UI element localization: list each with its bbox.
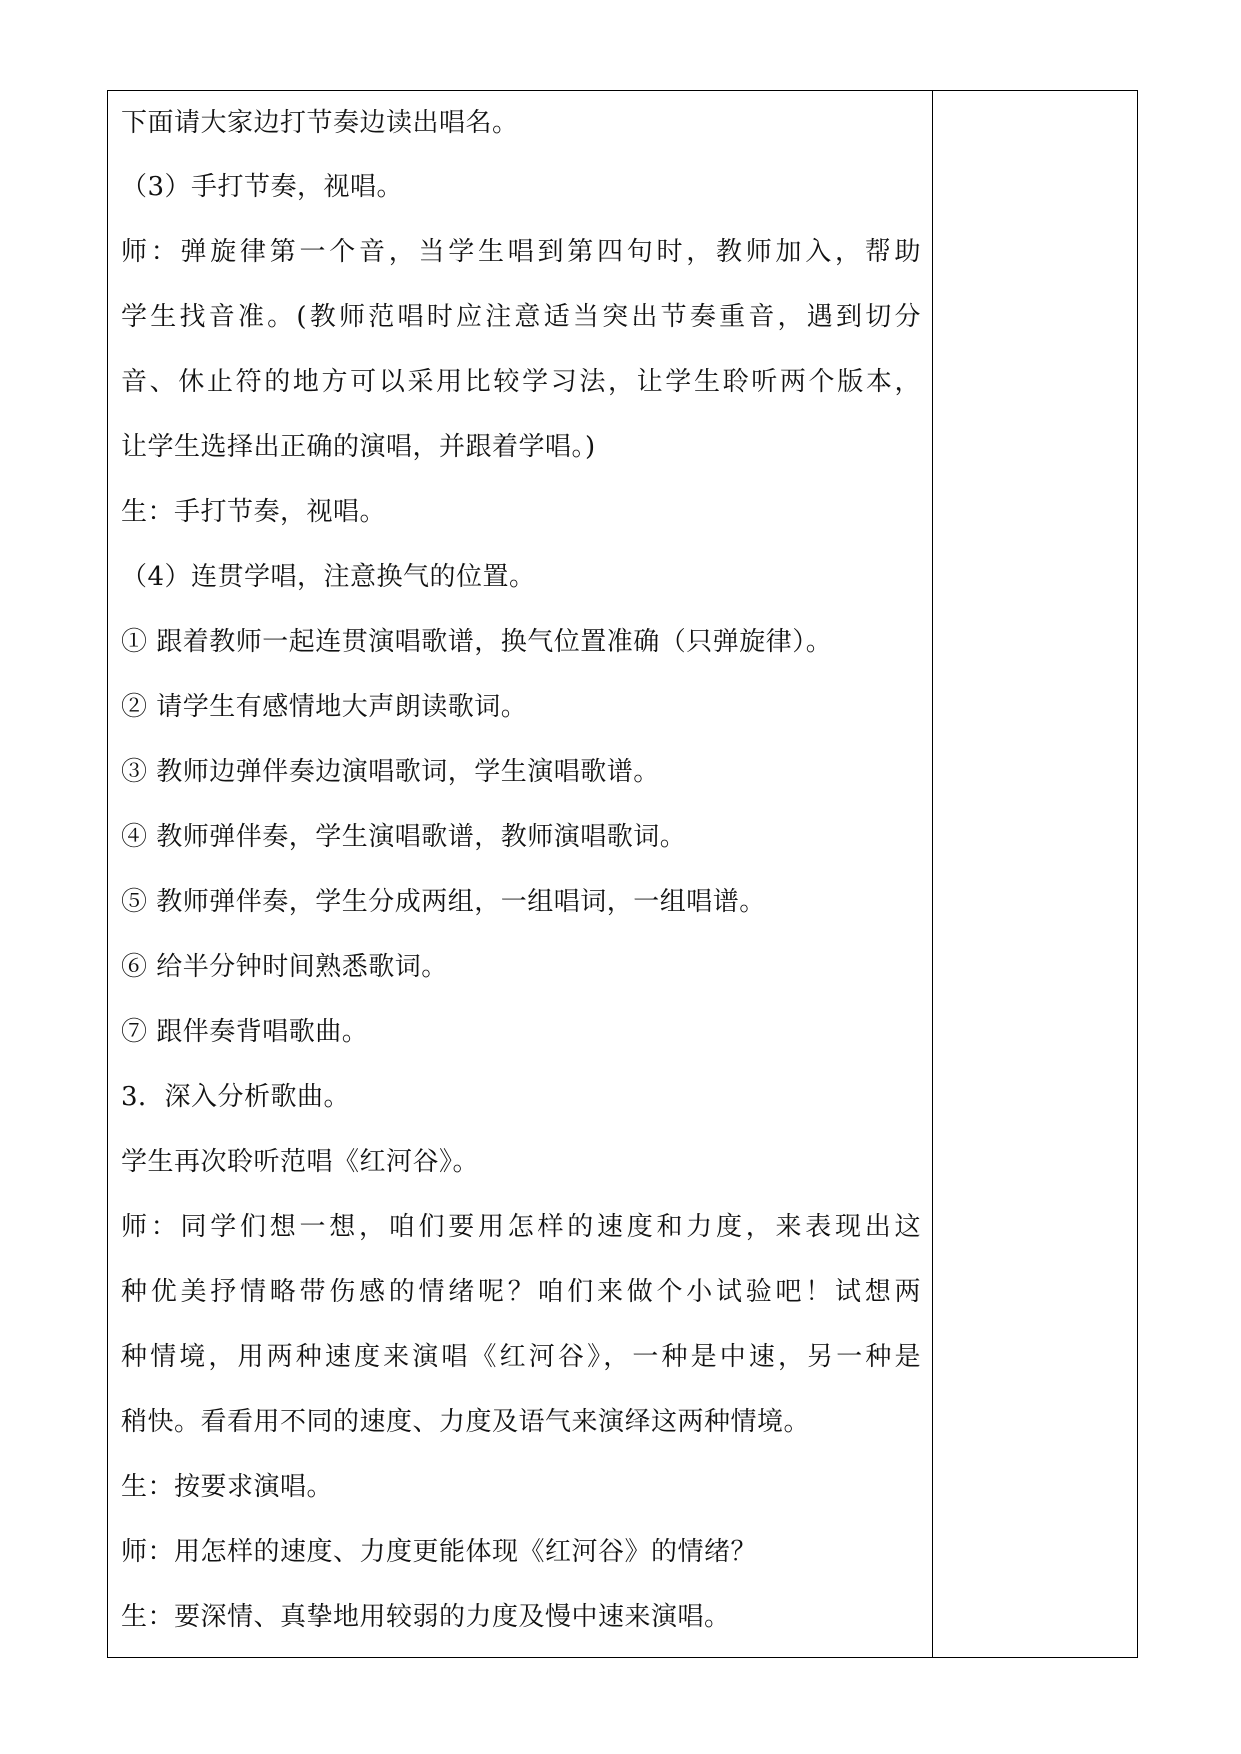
list-item: ④ 教师弹伴奏，学生演唱歌谱，教师演唱歌词。 (121, 822, 687, 852)
section-heading: 3．深入分析歌曲。 (121, 1082, 351, 1112)
text-line: 师：弹旋律第一个音，当学生唱到第四句时，教师加入，帮助 (121, 237, 921, 267)
notes-cell (934, 91, 1137, 1657)
text-line: 学生找音准。(教师范唱时应注意适当突出节奏重音，遇到切分 (121, 302, 921, 332)
text-line: （3）手打节奏，视唱。 (121, 172, 404, 202)
text-line: 让学生选择出正确的演唱，并跟着学唱。) (121, 432, 596, 462)
text-line: 生：手打节奏，视唱。 (121, 497, 387, 527)
text-line: （4）连贯学唱，注意换气的位置。 (121, 562, 536, 592)
text-line: 稍快。看看用不同的速度、力度及语气来演绎这两种情境。 (121, 1407, 811, 1437)
text-line: 种情境，用两种速度来演唱《红河谷》，一种是中速，另一种是 (121, 1342, 921, 1372)
text-line: 种优美抒情略带伤感的情绪呢？咱们来做个小试验吧！试想两 (121, 1277, 921, 1307)
lesson-content-cell (108, 91, 932, 1657)
list-item: ⑤ 教师弹伴奏，学生分成两组，一组唱词，一组唱谱。 (121, 887, 766, 917)
list-item: ① 跟着教师一起连贯演唱歌谱，换气位置准确（只弹旋律）。 (121, 627, 833, 657)
text-line: 师：同学们想一想，咱们要用怎样的速度和力度，来表现出这 (121, 1212, 921, 1242)
text-line: 下面请大家边打节奏边读出唱名。 (121, 108, 519, 138)
text-line: 音、休止符的地方可以采用比较学习法，让学生聆听两个版本， (121, 367, 921, 397)
lesson-table (107, 90, 1138, 1658)
list-item: ③ 教师边弹伴奏边演唱歌词，学生演唱歌谱。 (121, 757, 660, 787)
text-line: 师：用怎样的速度、力度更能体现《红河谷》的情绪？ (121, 1537, 758, 1567)
list-item: ② 请学生有感情地大声朗读歌词。 (121, 692, 528, 722)
column-divider (932, 91, 933, 1657)
text-line: 生：按要求演唱。 (121, 1472, 334, 1502)
text-line: 学生再次聆听范唱《红河谷》。 (121, 1147, 480, 1177)
list-item: ⑥ 给半分钟时间熟悉歌词。 (121, 952, 448, 982)
list-item: ⑦ 跟伴奏背唱歌曲。 (121, 1017, 369, 1047)
text-line: 生：要深情、真挚地用较弱的力度及慢中速来演唱。 (121, 1602, 731, 1632)
